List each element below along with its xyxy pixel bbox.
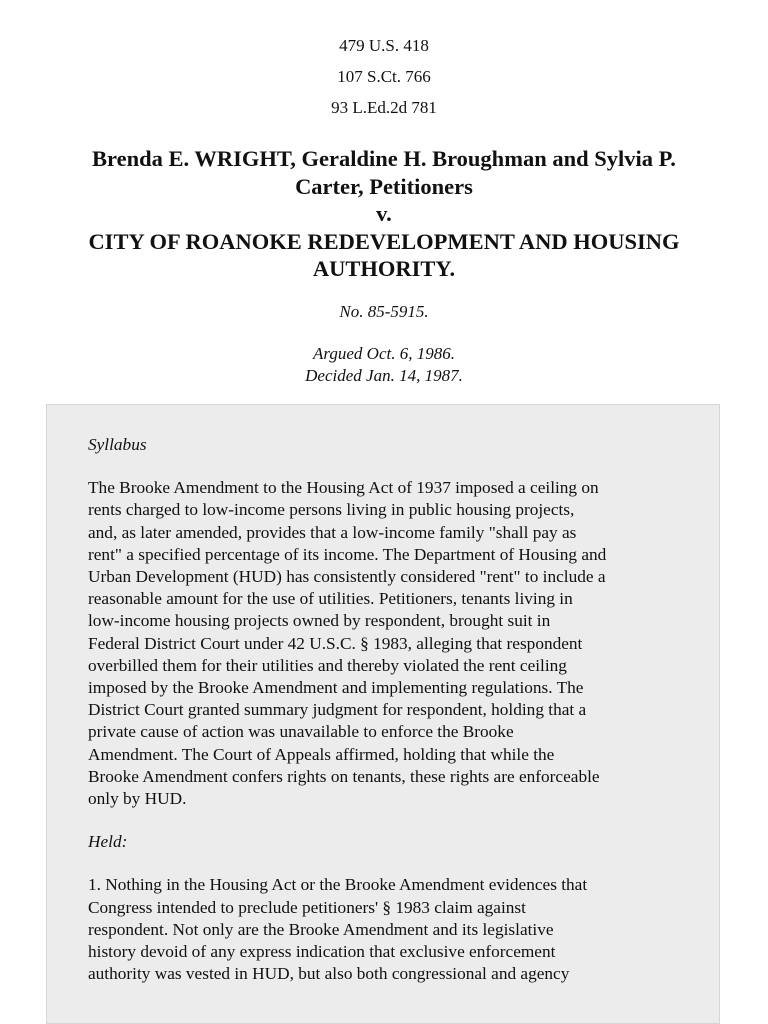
held-paragraph — [88, 874, 688, 985]
docket-number: No. 85-5915. — [339, 302, 429, 321]
summary-line: Brooke Amendment confers rights on tenants, these rights are enforceable — [88, 766, 600, 786]
citation-us-reports: 479 U.S. 418 — [339, 36, 429, 55]
held-line: Congress intended to preclude petitioners' § 1983 claim against — [88, 897, 526, 917]
summary-line: and, as later amended, provides that a low-income family "shall pay as — [88, 522, 577, 542]
summary-line: The Brooke Amendment to the Housing Act of 1937 imposed a ceiling on — [88, 478, 599, 498]
summary-line: low-income housing projects owned by respondent, brought suit in — [88, 611, 551, 631]
summary-line: reasonable amount for the use of utilities. Petitioners, tenants living in — [88, 589, 573, 609]
syllabus-box — [46, 404, 720, 1024]
held-line: authority was vested in HUD, but also both congressional and agency — [88, 964, 570, 984]
summary-line: Amendment. The Court of Appeals affirmed, holding that while the — [88, 744, 555, 764]
summary-line: District Court granted summary judgment for respondent, holding that a — [88, 700, 587, 720]
respondent-line-1: CITY OF ROANOKE REDEVELOPMENT AND HOUSING — [88, 228, 680, 254]
decided-date: Decided Jan. 14, 1987. — [305, 366, 463, 385]
held-line: respondent. Not only are the Brooke Amendment and its legislative — [88, 919, 554, 939]
summary-line: rents charged to low-income persons living in public housing projects, — [88, 500, 575, 520]
citation-lawyers-edition: 93 L.Ed.2d 781 — [331, 98, 437, 117]
syllabus-content — [88, 434, 688, 985]
held-line: history devoid of any express indication that exclusive enforcement — [88, 942, 556, 962]
summary-line: private cause of action was unavailable to enforce the Brooke — [88, 722, 514, 742]
syllabus-summary — [88, 477, 688, 810]
summary-line: imposed by the Brooke Amendment and implementing regulations. The — [88, 678, 584, 698]
summary-line: Federal District Court under 42 U.S.C. § 1983, alleging that respondent — [88, 633, 583, 653]
argued-date: Argued Oct. 6, 1986. — [313, 344, 455, 363]
petitioners-line-1: Brenda E. WRIGHT, Geraldine H. Broughman and Sylvia P. — [92, 146, 676, 171]
case-title — [40, 145, 728, 283]
syllabus-heading: Syllabus — [88, 435, 147, 454]
summary-line: only by HUD. — [88, 789, 187, 809]
summary-line: overbilled them for their utilities and thereby violated the rent ceiling — [88, 655, 567, 675]
summary-line: Urban Development (HUD) has consistently considered "rent" to include a — [88, 567, 606, 587]
versus: v. — [376, 201, 392, 226]
held-heading: Held: — [88, 832, 128, 852]
citation-supreme-court-reporter: 107 S.Ct. 766 — [337, 67, 431, 86]
held-line: 1. Nothing in the Housing Act or the Brooke Amendment evidences that — [88, 875, 588, 895]
summary-line: rent" a specified percentage of its income. The Department of Housing and — [88, 544, 607, 564]
petitioners-line-2: Carter, Petitioners — [295, 173, 473, 199]
respondent-line-2: AUTHORITY. — [312, 256, 456, 281]
